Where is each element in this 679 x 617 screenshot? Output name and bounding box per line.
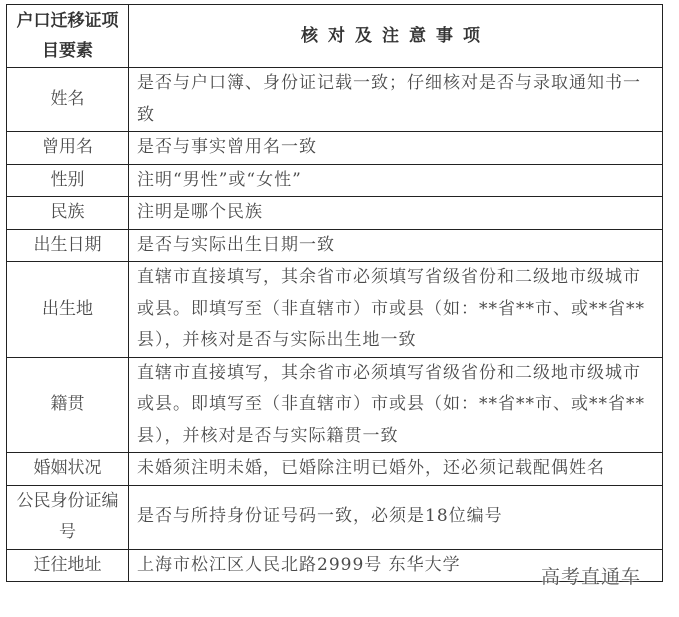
table-row — [7, 485, 663, 549]
header-notes: 核对及注意事项 — [129, 5, 663, 68]
row-item-gender: 性别 — [7, 164, 129, 197]
row-notes-destination-address: 上海市松江区人民北路2999号 东华大学 — [129, 549, 663, 582]
table-row — [7, 262, 663, 358]
row-item-name: 姓名 — [7, 68, 129, 132]
table-row — [7, 164, 663, 197]
table-row — [7, 357, 663, 453]
row-notes-gender: 注明“男性”或“女性” — [129, 164, 663, 197]
row-notes-name: 是否与户口簿、身份证记载一致；仔细核对是否与录取通知书一致 — [129, 68, 663, 132]
household-migration-checklist-table — [6, 4, 663, 582]
row-item-former-name: 曾用名 — [7, 132, 129, 165]
table-row — [7, 453, 663, 486]
row-notes-former-name: 是否与事实曾用名一致 — [129, 132, 663, 165]
row-notes-native-place: 直辖市直接填写，其余省市必须填写省级省份和二级地市级城市或县。即填写至（非直辖市）市或县（如：**省**市、或**省**县），并核对是否与实际籍贯一致 — [129, 357, 663, 453]
row-notes-id-number: 是否与所持身份证号码一致，必须是18位编号 — [129, 485, 663, 549]
row-item-birthplace: 出生地 — [7, 262, 129, 358]
table-row — [7, 132, 663, 165]
row-item-id-number: 公民身份证编号 — [7, 485, 129, 549]
table-row — [7, 229, 663, 262]
table-header-row — [7, 5, 663, 68]
row-item-marital-status: 婚姻状况 — [7, 453, 129, 486]
row-item-birth-date: 出生日期 — [7, 229, 129, 262]
table-row — [7, 197, 663, 230]
row-notes-ethnicity: 注明是哪个民族 — [129, 197, 663, 230]
row-notes-birth-date: 是否与实际出生日期一致 — [129, 229, 663, 262]
header-item: 户口迁移证项目要素 — [7, 5, 129, 68]
row-item-destination-address: 迁往地址 — [7, 549, 129, 582]
row-notes-marital-status: 未婚须注明未婚，已婚除注明已婚外，还必须记载配偶姓名 — [129, 453, 663, 486]
row-item-native-place: 籍贯 — [7, 357, 129, 453]
row-notes-birthplace: 直辖市直接填写，其余省市必须填写省级省份和二级地市级城市或县。即填写至（非直辖市）市或县（如：**省**市、或**省**县），并核对是否与实际出生地一致 — [129, 262, 663, 358]
row-item-ethnicity: 民族 — [7, 197, 129, 230]
watermark-text: 高考直通车 — [541, 566, 642, 588]
table-row — [7, 68, 663, 132]
